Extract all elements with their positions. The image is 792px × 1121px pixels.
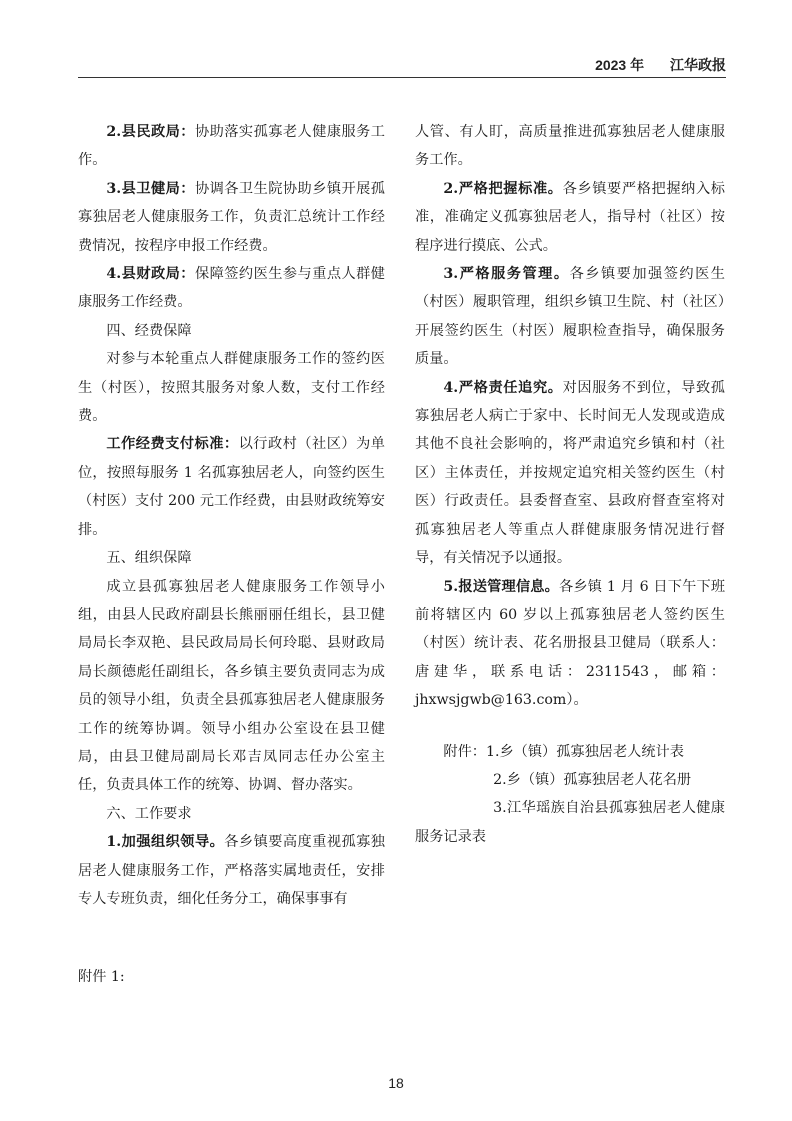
paragraph: 1.加强组织领导。各乡镇要高度重视孤寡独居老人健康服务工作，严格落实属地责任，安排专人专班负责，细化任务分工，确保事事有 [78,834,385,907]
paragraph: 3.县卫健局：协调各卫生院协助乡镇开展孤寡独居老人健康服务工作，负责汇总统计工作经费情况，按程序申报工作经费。 [78,180,385,254]
header-year: 2023 年 [595,57,645,73]
running-header [595,55,726,75]
paragraph: 4.严格责任追究。对因服务不到位，导致孤寡独居老人病亡于家中、长时间无人发现或造成其他不良社会影响的，将严肃追究乡镇和村（社区）主体责任，并按规定追究相关签约医生（村医）行政责任。县委督查室、县政府督查室将对孤寡独居老人等重点人群健康服务情况进行督导，有关情况予以通报。 [415,379,725,567]
paragraph: 4.县财政局：保障签约医生参与重点人群健康服务工作经费。 [78,266,385,311]
paragraph: 成立县孤寡独居老人健康服务工作领导小组，由县人民政府副县长熊丽丽任组长，县卫健局局长李双艳、县民政局局长何玲聪、县财政局局长颜德彪任副组长，各乡镇主要负责同志为成员的领导小组，负责全县孤寡独居老人健康服务工作的统筹协调。领导小组办公室设在县卫健局，由县卫健局副局长邓吉凤同志任办公室主任，负责具体工作的统筹、协调、督办落实。 [78,578,385,794]
section-heading: 六、工作要求 [106,805,192,822]
attachment-label: 附件 1: [78,969,125,985]
attachment-line: 附件：1.乡（镇）孤寡独居老人统计表 [443,743,684,760]
paragraph: 人管、有人盯，高质量推进孤寡独居老人健康服务工作。 [415,124,725,169]
paragraph: 5.报送管理信息。各乡镇 1 月 6 日下午下班前将辖区内 60 岁以上孤寡独居老人签约医生（村医）统计表、花名册报县卫健局（联系人：唐建华，联系电话：2311543，邮箱：jhxwsjgwb@163.com）。 [415,578,726,709]
attachment-line: 2.乡（镇）孤寡独居老人花名册 [493,771,692,788]
paragraph: 对参与本轮重点人群健康服务工作的签约医生（村医），按照其服务对象人数，支付工作经费。 [78,351,385,425]
section-heading: 四、经费保障 [106,322,192,339]
header-rule [78,77,726,78]
header-publication: 江华政报 [670,57,726,73]
page-number: 18 [388,1075,404,1091]
attachment-line: 3.江华瑶族自治县孤寡独居老人健康服务记录表 [415,800,725,845]
right-column [415,118,725,851]
paragraph: 3.严格服务管理。各乡镇要加强签约医生（村医）履职管理，组织乡镇卫生院、村（社区）开展签约医生（村医）履职检查指导，确保服务质量。 [415,266,725,368]
paragraph: 2.县民政局：协助落实孤寡老人健康服务工作。 [78,124,385,169]
paragraph: 工作经费支付标准：以行政村（社区）为单位，按照每服务 1 名孤寡独居老人，向签约医生（村医）支付 200 元工作经费，由县财政统筹安排。 [78,436,385,538]
paragraph: 2.严格把握标准。各乡镇要严格把握纳入标准，准确定义孤寡独居老人，指导村（社区）按程序进行摸底、公式。 [415,180,725,254]
left-column [78,118,385,913]
section-heading: 五、组织保障 [106,550,192,567]
